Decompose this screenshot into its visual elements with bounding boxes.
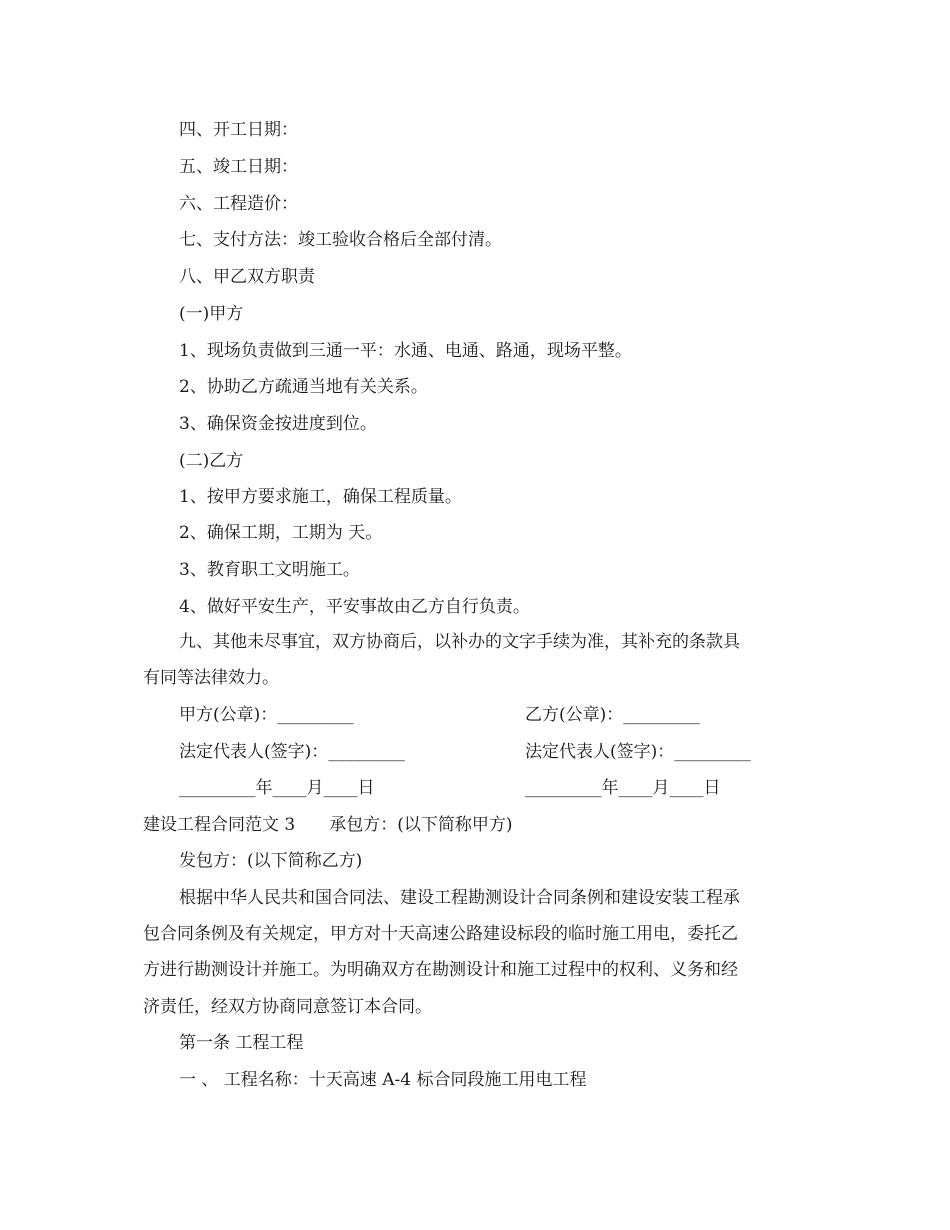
clause-9-line-2: 有同等法律效力。 <box>143 668 279 688</box>
party-a-item: 1、现场负责做到三通一平：水通、电通、路通，现场平整。 <box>179 341 632 361</box>
clause-9-line-1: 九、其他未尽事宜，双方协商后，以补办的文字手续为准，其补充的条款具 <box>179 632 740 652</box>
party-a-item: 3、确保资金按进度到位。 <box>179 414 377 434</box>
party-a-representative: 法定代表人(签字)：_________ <box>179 742 405 762</box>
item-start-date: 四、开工日期： <box>179 120 298 140</box>
signature-date-row <box>0 776 950 800</box>
article-1-heading: 第一条 工程工程 <box>179 1033 304 1053</box>
project-name-item: 一 、 工程名称：十天高速 A-4 标合同段施工用电工程 <box>179 1070 587 1090</box>
party-b-seal: 乙方(公章)：_________ <box>525 705 700 725</box>
party-b-item: 3、教育职工文明施工。 <box>179 560 360 580</box>
party-a-item: 2、协助乙方疏通当地有关关系。 <box>179 377 428 397</box>
item-duties-heading: 八、甲乙双方职责 <box>179 267 315 287</box>
party-b-date: _________年____月____日 <box>525 778 721 798</box>
item-payment-method: 七、支付方法：竣工验收合格后全部付清。 <box>179 230 502 250</box>
party-a-heading: (一)甲方 <box>179 304 244 324</box>
party-a-seal: 甲方(公章)：_________ <box>179 705 354 725</box>
preamble-line-3: 方进行勘测设计并施工。为明确双方在勘测设计和施工过程中的权利、义务和经 <box>143 960 738 980</box>
party-b-representative: 法定代表人(签字)：_________ <box>525 742 751 762</box>
item-completion-date: 五、竣工日期： <box>179 157 298 177</box>
preamble-line-1: 根据中华人民共和国合同法、建设工程勘测设计合同条例和建设安装工程承 <box>179 888 740 908</box>
preamble-line-2: 包合同条例及有关规定，甲方对十天高速公路建设标段的临时施工用电，委托乙 <box>143 924 738 944</box>
item-project-cost: 六、工程造价： <box>179 194 298 214</box>
signature-rep-row <box>0 740 950 764</box>
issuer-line: 发包方：(以下简称乙方) <box>179 851 363 871</box>
signature-seal-row <box>0 703 950 727</box>
party-b-heading: (二)乙方 <box>179 451 244 471</box>
party-a-date: _________年____月____日 <box>179 778 375 798</box>
party-b-item: 2、确保工期，工期为 天。 <box>179 523 383 543</box>
preamble-line-4: 济责任，经双方协商同意签订本合同。 <box>143 997 432 1017</box>
party-b-item: 4、做好平安生产，平安事故由乙方自行负责。 <box>179 597 530 617</box>
party-b-item: 1、按甲方要求施工，确保工程质量。 <box>179 487 462 507</box>
contract-3-title-line: 建设工程合同范文 3 承包方：(以下简称甲方) <box>143 815 513 835</box>
